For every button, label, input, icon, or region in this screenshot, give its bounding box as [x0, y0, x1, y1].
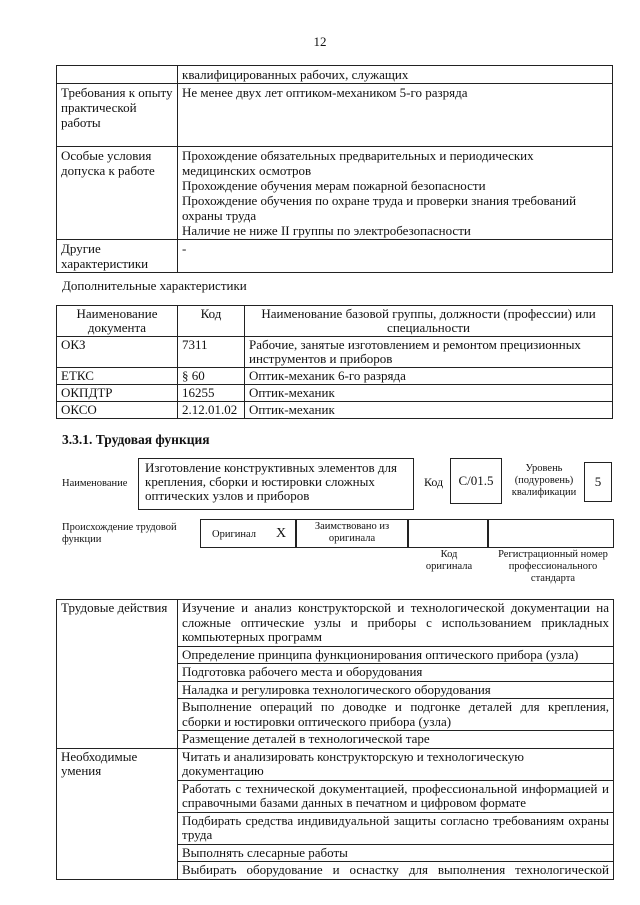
table-row: [57, 147, 613, 240]
cell-code: 2.12.01.02: [178, 402, 245, 419]
table-row: [57, 748, 614, 780]
function-code: C/01.5: [450, 458, 502, 504]
table-row: [57, 402, 613, 419]
function-name-box: [138, 458, 414, 510]
qualification-table: [56, 65, 613, 273]
level-value: 5: [584, 462, 612, 502]
cell-name: Оптик-механик: [245, 385, 613, 402]
reg-number-label: Регистрационный номер профессионального стандарта: [498, 549, 608, 584]
reg-number-box: [488, 519, 614, 548]
additional-title: Дополнительные характеристики: [62, 278, 247, 293]
code-original-box: [408, 519, 488, 548]
row-label: Требования к опыту практической работы: [57, 84, 178, 147]
duties-table: [56, 599, 614, 880]
header-doc: Наименование документа: [57, 306, 178, 337]
original-label: Оригинал: [212, 529, 256, 540]
table-header-row: [57, 306, 613, 337]
list-item: Выбирать оборудование и оснастку для выполнения технологической: [178, 862, 614, 880]
list-item: Определение принципа функционирования оптического прибора (узла): [178, 646, 614, 664]
row-value: Прохождение обучения по охране труда и проверки знания требований охраны труда: [182, 193, 577, 223]
function-name: Изготовление конструктивных элементов для крепления, сборки и юстировки сложных оптических узлов и приборов: [145, 460, 397, 503]
list-item: Выполнять слесарные работы: [178, 844, 614, 862]
cell-doc: ОКСО: [57, 402, 178, 419]
list-item: Изучение и анализ конструкторской и технологической документации на сложные оптические узлы и приборы с использованием прикладных компьютерных программ: [178, 600, 614, 647]
list-item: Выполнение операций по доводке и подгонке деталей для крепления, сборки и юстировки оптического прибора (узла): [178, 699, 614, 731]
additional-table: [56, 305, 613, 419]
row-value: Прохождение обучения мерам пожарной безопасности: [182, 178, 486, 193]
list-item: Подготовка рабочего места и оборудования: [178, 664, 614, 682]
row-value: Прохождение обязательных предварительных и периодических медицинских осмотров: [182, 148, 534, 178]
list-item: Читать и анализировать конструкторскую и технологическую документацию: [178, 748, 614, 780]
cell-doc: ЕТКС: [57, 368, 178, 385]
cell-doc: ОКЗ: [57, 337, 178, 368]
page-number: 12: [313, 34, 327, 49]
cell-name: Оптик-механик 6-го разряда: [245, 368, 613, 385]
cell-code: § 60: [178, 368, 245, 385]
row-label: Особые условия допуска к работе: [57, 147, 178, 240]
table-row: [57, 84, 613, 147]
table-row: [57, 337, 613, 368]
list-item: Подбирать средства индивидуальной защиты согласно требованиям охраны труда: [178, 812, 614, 844]
borrowed-label: Заимствовано из оригинала: [314, 521, 390, 544]
table-row: [57, 385, 613, 402]
row-value: -: [182, 241, 187, 256]
row-value: Не менее двух лет оптиком-механиком 5-го разряда: [182, 85, 468, 100]
code-original-label: Код оригинала: [425, 549, 473, 572]
origin-label: Происхождение трудовой функции: [62, 522, 177, 545]
list-item: Работать с технической документацией, профессиональной информацией и справочными базами данных в печатном и цифровом формате: [178, 780, 614, 812]
cell-name: Оптик-механик: [245, 402, 613, 419]
cell-doc: ОКПДТР: [57, 385, 178, 402]
table-row: [57, 240, 613, 273]
level-label: Уровень (подуровень) квалификации: [511, 463, 577, 498]
cell-code: 7311: [178, 337, 245, 368]
table-row: [57, 66, 613, 84]
name-label: Наименование: [62, 478, 128, 489]
cell-name: Рабочие, занятые изготовлением и ремонтом прецизионных инструментов и приборов: [245, 337, 613, 368]
cell-code: 16255: [178, 385, 245, 402]
list-item: Размещение деталей в технологической таре: [178, 731, 614, 749]
header-code: Код: [178, 306, 245, 337]
table-row: [57, 600, 614, 647]
row-value: Наличие не ниже II группы по электробезопасности: [182, 223, 471, 238]
continuation-cell: квалифицированных рабочих, служащих: [178, 66, 613, 84]
group-label: Необходимые умения: [57, 748, 178, 879]
section-title: 3.3.1. Трудовая функция: [62, 432, 210, 447]
group-label: Трудовые действия: [57, 600, 178, 749]
header-name: Наименование базовой группы, должности (профессии) или специальности: [245, 306, 613, 337]
row-label: Другие характеристики: [57, 240, 178, 273]
original-mark: X: [276, 526, 287, 541]
list-item: Наладка и регулировка технологического оборудования: [178, 681, 614, 699]
table-row: [57, 368, 613, 385]
code-label: Код: [424, 475, 444, 489]
